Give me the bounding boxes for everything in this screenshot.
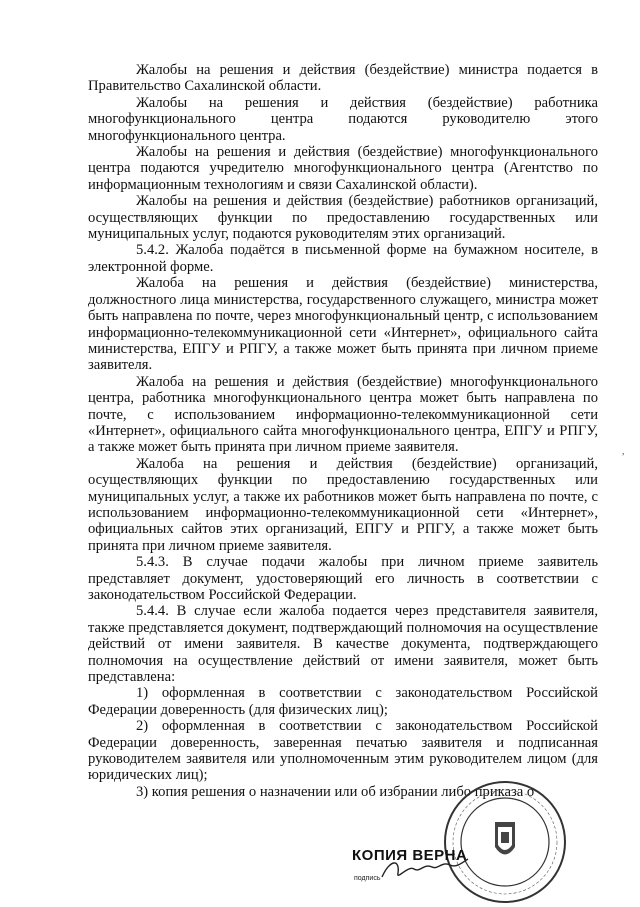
paragraph: Жалобы на решения и действия (бездействие) работников организаций, осуществляющих функции по предоставлению государственных или муниципальных услуг, подаются руководителям этих организаций. bbox=[88, 193, 598, 243]
paragraph: Жалобы на решения и действия (бездействие) многофункционального центра подаются учредителю многофункционального центра (Агентство по информационным технологиям и связи Сахалинской области). bbox=[88, 144, 598, 193]
paragraph: 5.4.3. В случае подачи жалобы при личном приеме заявитель представляет документ, удостоверяющий его личность в соответствии с законодательством Российской Федерации. bbox=[88, 554, 598, 603]
paragraph: Жалобы на решения и действия (бездействие) министра подается в Правительство Сахалинской области. bbox=[88, 62, 598, 95]
copy-verified-label: КОПИЯ ВЕРНА bbox=[352, 847, 468, 864]
paragraph: Жалоба на решения и действия (бездействие) многофункционального центра, работника многофункционального центра может быть направлена по почте, с использованием информационно-телекоммуникационной сети «Интернет», официального сайта многофункционального центра, ЕПГУ и РПГУ, а также может быть принята при личном приеме заявителя. bbox=[88, 373, 598, 456]
signature-label: подпись bbox=[354, 875, 381, 882]
official-seal-icon bbox=[435, 777, 575, 907]
certification-stamp bbox=[340, 775, 640, 905]
paragraph: Жалобы на решения и действия (бездействие) работника многофункционального центра подаются руководителю этого многофункционального центра. bbox=[88, 94, 598, 144]
paragraph: Жалоба на решения и действия (бездействие) организаций, осуществляющих функции по предоставлению государственных или муниципальных услуг, а также их работников может быть направлена по почте, с использованием информационно-телекоммуникационной сети «Интернет», официальных сайтов этих организаций, ЕПГУ и РПГУ, а также может быть принята при личном приеме заявителя. bbox=[88, 455, 598, 554]
paragraph: 5.4.2. Жалоба подаётся в письменной форме на бумажном носителе, в электронной форме. bbox=[88, 242, 598, 275]
list-item: 3) копия решения о назначении или об избрании либо приказа о bbox=[136, 783, 535, 800]
list-item: 2) оформленная в соответствии с законодательством Российской Федерации доверенность, заверенная печатью заявителя и подписанная руководителем заявителя или уполномоченным этим руководителем лицом (для юридических лиц); bbox=[88, 718, 598, 784]
paragraph: 5.4.4. В случае если жалоба подается через представителя заявителя, также представляется документ, подтверждающий полномочия на осуществление действий от имени заявителя. В качестве документа, подтверждающего полномочия на осуществление действий от имени заявителя, может быть представлена: bbox=[88, 603, 598, 686]
document-body bbox=[88, 62, 598, 800]
scan-mark: , bbox=[622, 446, 625, 457]
list-item: 1) оформленная в соответствии с законодательством Российской Федерации доверенность (для физических лиц); bbox=[88, 685, 598, 718]
handwritten-signature-icon bbox=[380, 855, 470, 885]
paragraph: Жалоба на решения и действия (бездействие) министерства, должностного лица министерства, государственного служащего, министра может быть направлена по почте, через многофункциональный центр, с использованием информационно-телекоммуникационной сети «Интернет», официального сайта министерства, ЕПГУ и РПГУ, а также может быть принята при личном приеме заявителя. bbox=[88, 275, 598, 374]
